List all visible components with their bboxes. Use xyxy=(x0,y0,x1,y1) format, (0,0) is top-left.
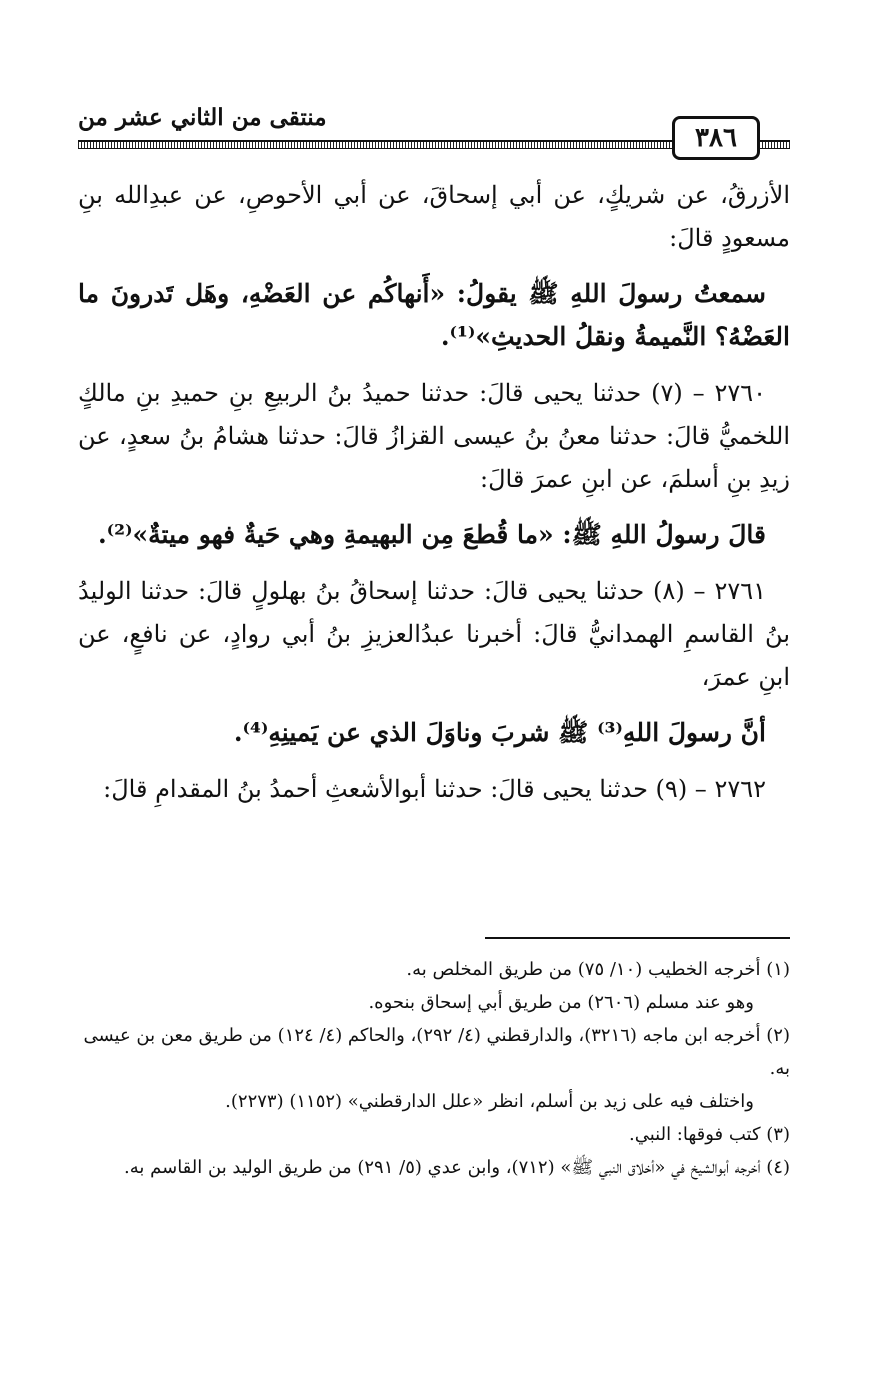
page-number: ٣٨٦ xyxy=(672,116,760,160)
footnote-2: (٢) أخرجه ابن ماجه (٣٢١٦)، والدارقطني (٤/ ٢٩٢)، والحاكم (٤/ ١٢٤) من طريق معن بن عيسى به. xyxy=(83,1025,790,1079)
hadith-text: قالَ رسولُ اللهِ ﷺ: «ما قُطعَ مِن البهيمةِ وهي حَيةٌ فهو ميتةٌ»⁽²⁾. xyxy=(97,520,766,549)
paragraph-chain: الأزرقُ، عن شريكٍ، عن أبي إسحاقَ، عن أبي الأحوصِ، عن عبدِالله بنِ مسعودٍ قالَ: xyxy=(78,181,790,252)
main-text xyxy=(78,174,790,811)
footnotes xyxy=(78,953,790,1184)
footnote-2-continuation: واختلف فيه على زيد بن أسلم، انظر «علل الدارقطني» (١١٥٢) (٢٢٧٣). xyxy=(225,1091,754,1112)
footnote-3: (٣) كتب فوقها: النبي. xyxy=(629,1124,790,1145)
footnote-separator xyxy=(485,937,790,939)
hadith-entry-2761: ٢٧٦١ – (٨) حدثنا يحيى قالَ: حدثنا إسحاقُ بنُ بهلولٍ قالَ: حدثنا الوليدُ بنُ القاسمِ الهمدانيُّ قالَ: أخبرنا عبدُالعزيزِ بنُ أبي روادٍ، عن نافعٍ، عن ابنِ عمرَ، xyxy=(78,577,790,691)
running-header xyxy=(78,96,790,156)
hadith-text: سمعتُ رسولَ اللهِ ﷺ يقولُ: «أَنهاكُم عن العَضْهِ، وهَل تَدرونَ ما العَضْهُ؟ النَّميمةُ ونقلُ الحديثِ»⁽¹⁾. xyxy=(78,279,790,351)
running-title: منتقى من الثاني عشر من xyxy=(78,104,327,131)
hadith-entry-2762: ٢٧٦٢ – (٩) حدثنا يحيى قالَ: حدثنا أبوالأشعثِ أحمدُ بنُ المقدامِ قالَ: xyxy=(103,775,766,803)
hadith-entry-2760: ٢٧٦٠ – (٧) حدثنا يحيى قالَ: حدثنا حميدُ بنُ الربيعِ بنِ حميدِ بنِ مالكٍ اللخميُّ قالَ: حدثنا معنُ بنُ عيسى القزازُ قالَ: حدثنا هشامُ بنُ سعدٍ، عن زيدِ بنِ أسلمَ، عن ابنِ عمرَ قالَ: xyxy=(78,379,790,493)
footnote-1: (١) أخرجه الخطيب (١٠/ ٧٥) من طريق المخلص به. xyxy=(406,959,790,980)
hadith-text: أنَّ رسولَ اللهِ⁽³⁾ ﷺ شربَ وناوَلَ الذي عن يَمينِهِ⁽⁴⁾. xyxy=(233,718,766,747)
footnote-1-continuation: وهو عند مسلم (٢٦٠٦) من طريق أبي إسحاق بنحوه. xyxy=(368,992,754,1013)
footnote-4: (٤) أخرجه أبوالشيخ في «أخلاق النبي ﷺ» (٧١٢)، وابن عدي (٥/ ٢٩١) من طريق الوليد بن القاسم به. xyxy=(124,1157,790,1178)
